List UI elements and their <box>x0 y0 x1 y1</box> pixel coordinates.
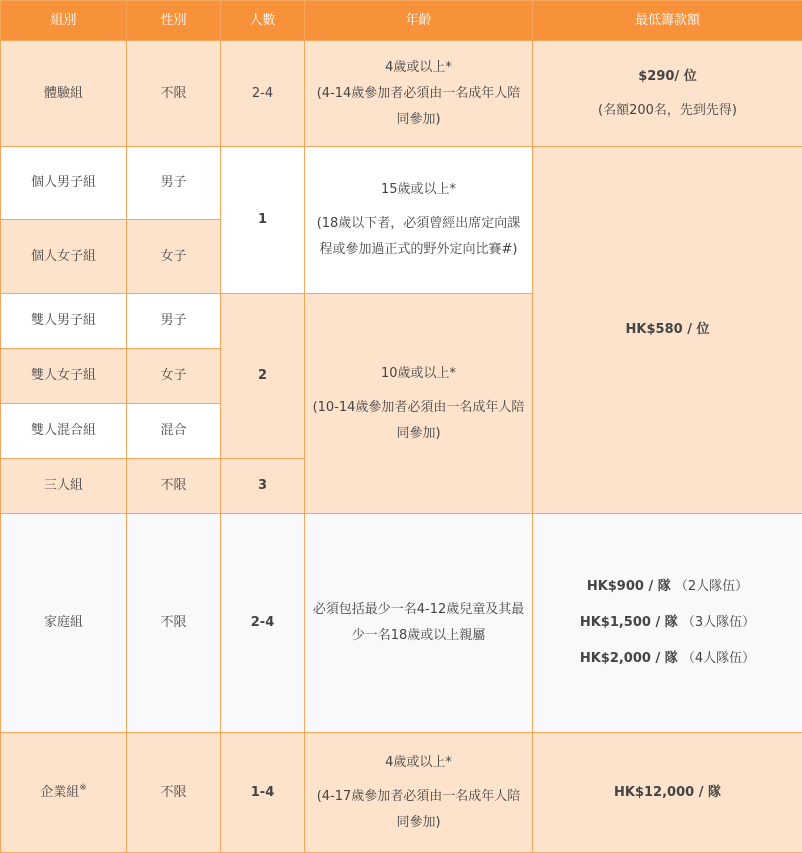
fee-note: （3人隊伍） <box>682 615 755 630</box>
fee-cell: HK$12,000 / 隊 <box>533 733 802 853</box>
fee-note: （2人隊伍） <box>675 579 748 594</box>
gender-cell: 男子 <box>127 294 221 349</box>
table-row <box>1 41 802 147</box>
table-row <box>1 733 802 853</box>
reference-mark: ※ <box>79 783 87 793</box>
fee-amount: HK$900 / 隊 <box>587 579 671 594</box>
table-row <box>1 147 802 220</box>
age-cell <box>305 294 533 514</box>
people-cell: 2 <box>221 294 305 459</box>
fee-cell <box>533 41 802 147</box>
fee-amount: $290/ 位 <box>539 64 796 90</box>
age-main: 4歲或以上* <box>311 55 526 81</box>
fee-note: （4人隊伍） <box>682 651 755 666</box>
fee-option <box>539 646 796 672</box>
age-note: (18歲以下者，必須曾經出席定向課程或參加過正式的野外定向比賽#) <box>311 211 526 263</box>
group-cell: 雙人男子組 <box>1 294 127 349</box>
gender-cell: 不限 <box>127 41 221 147</box>
age-main: 10歲或以上* <box>311 361 526 387</box>
fee-note: (名額200名，先到先得) <box>539 98 796 124</box>
group-cell: 體驗組 <box>1 41 127 147</box>
header-gender: 性別 <box>127 1 221 41</box>
people-cell: 2-4 <box>221 41 305 147</box>
age-cell <box>305 41 533 147</box>
age-note: (4-14歲參加者必須由一名成年人陪同參加) <box>311 81 526 133</box>
gender-cell: 女子 <box>127 220 221 294</box>
table-row <box>1 514 802 733</box>
people-cell: 1-4 <box>221 733 305 853</box>
fee-cell: HK$580 / 位 <box>533 147 802 514</box>
age-main: 4歲或以上* <box>311 750 526 776</box>
people-cell: 3 <box>221 459 305 514</box>
age-note: (4-17歲參加者必須由一名成年人陪同參加) <box>311 784 526 836</box>
group-cell: 三人組 <box>1 459 127 514</box>
header-age: 年齡 <box>305 1 533 41</box>
age-cell <box>305 733 533 853</box>
fee-option <box>539 574 796 600</box>
fee-amount: HK$2,000 / 隊 <box>580 651 678 666</box>
group-cell <box>1 733 127 853</box>
header-row <box>1 1 802 41</box>
age-cell <box>305 147 533 294</box>
gender-cell: 不限 <box>127 514 221 733</box>
gender-cell: 混合 <box>127 404 221 459</box>
group-cell: 雙人女子組 <box>1 349 127 404</box>
group-cell: 家庭組 <box>1 514 127 733</box>
people-cell: 1 <box>221 147 305 294</box>
group-label: 企業組 <box>40 785 79 800</box>
header-fee: 最低籌款額 <box>533 1 802 41</box>
gender-cell: 女子 <box>127 349 221 404</box>
group-cell: 個人女子組 <box>1 220 127 294</box>
group-cell: 雙人混合組 <box>1 404 127 459</box>
fee-cell <box>533 514 802 733</box>
gender-cell: 不限 <box>127 733 221 853</box>
header-people: 人數 <box>221 1 305 41</box>
age-cell: 必須包括最少一名4-12歲兒童及其最少一名18歲或以上親屬 <box>305 514 533 733</box>
fee-amount: HK$1,500 / 隊 <box>580 615 678 630</box>
gender-cell: 不限 <box>127 459 221 514</box>
age-main: 15歲或以上* <box>311 177 526 203</box>
gender-cell: 男子 <box>127 147 221 220</box>
group-cell: 個人男子組 <box>1 147 127 220</box>
header-group: 組別 <box>1 1 127 41</box>
people-cell: 2-4 <box>221 514 305 733</box>
age-note: (10-14歲參加者必須由一名成年人陪同參加) <box>311 395 526 447</box>
fee-option <box>539 610 796 636</box>
